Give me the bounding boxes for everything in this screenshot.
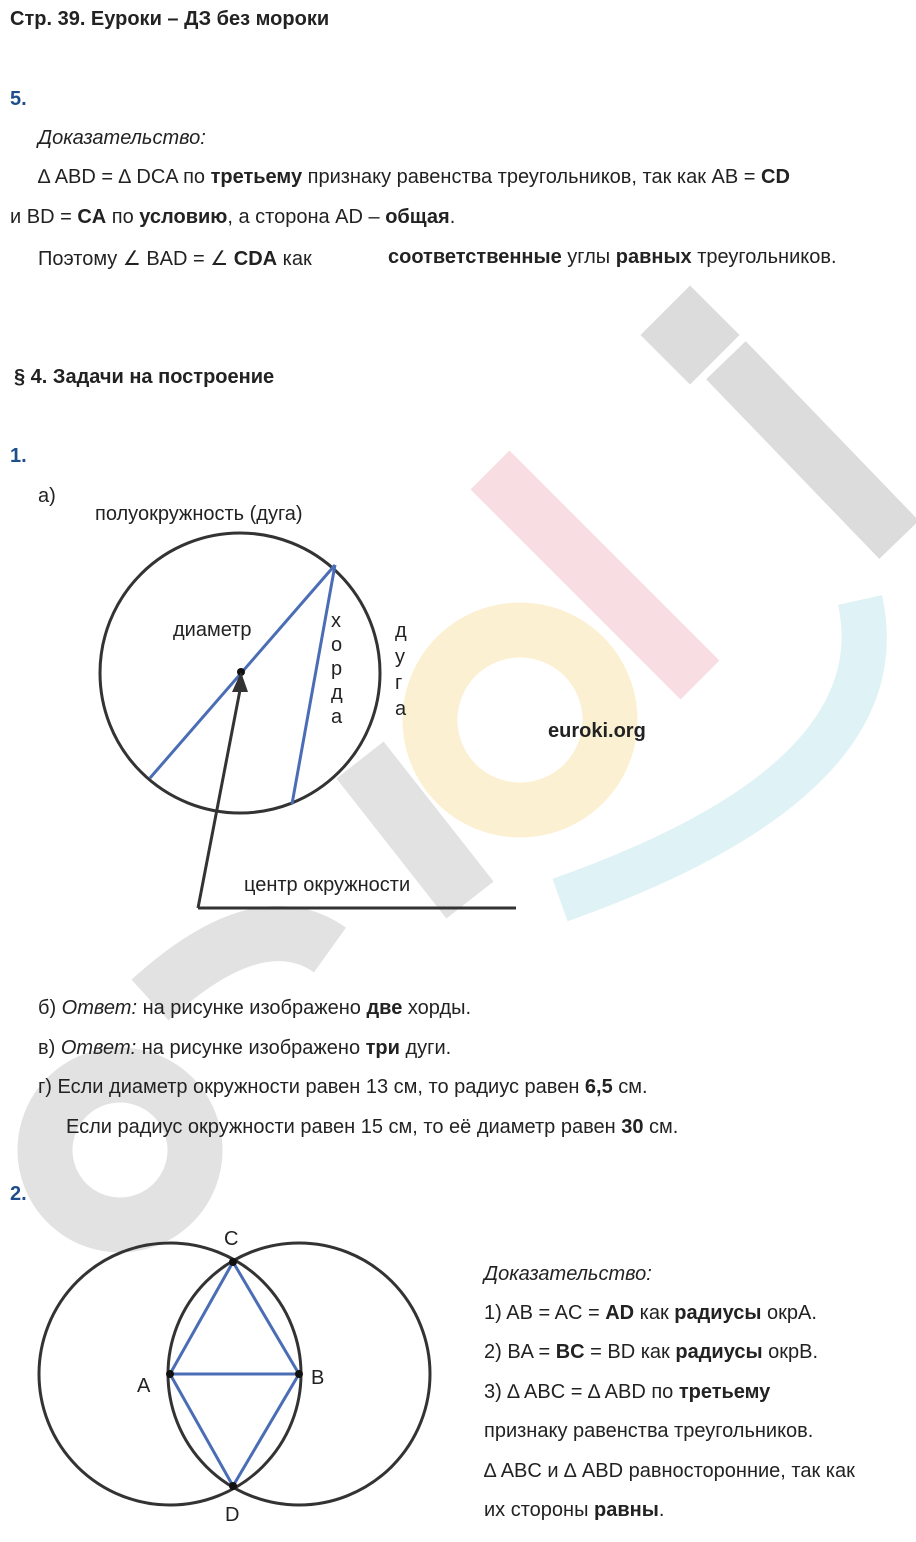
part-b-answer: б) Ответ: на рисунке изображено две хорды. [38,997,472,1019]
part-g-line1: г) Если диаметр окружности равен 13 см, то радиус равен 6,5 см. [38,1076,648,1098]
point-b-label: B [311,1367,325,1389]
task5-line1: ∆ ABD = ∆ DCA по третьему признаку равенства треугольников, так как AB = CD [38,166,790,188]
chord-label: х о р д а [331,610,343,728]
arc-label: д у г а [395,620,407,720]
task2-line5: ∆ ABC и ∆ ABD равносторонние, так как [484,1460,855,1482]
part-v-answer: в) Ответ: на рисунке изображено три дуги. [38,1037,452,1059]
diameter-label: диаметр [173,619,252,641]
task5-line2: и BD = CA по условию, а сторона AD – общая. [10,206,456,228]
task2-line6: их стороны равны. [484,1499,665,1521]
task5-line3b: соответственные углы равных треугольников. [388,246,837,268]
center-label: центр окружности [244,874,411,896]
point-d-label: D [225,1504,240,1526]
task2-line3: 3) ∆ ABC = ∆ ABD по третьему [484,1381,771,1403]
proof-label: Доказательство: [38,127,206,149]
task2-line4: признаку равенства треугольников. [484,1420,814,1442]
task5-line3a: Поэтому ∠ BAD = ∠ CDA как [38,248,312,270]
task2-line2: 2) BA = BC = BD как радиусы окрВ. [484,1341,818,1363]
part-g-line2: Если радиус окружности равен 15 см, то её диаметр равен 30 см. [66,1116,679,1138]
section-heading: § 4. Задачи на построение [14,366,275,388]
part-a-label: а) [38,485,56,507]
watermark-text: euroki.org [548,720,646,742]
task2-line1: 1) AB = AC = AD как радиусы окрА. [484,1302,817,1324]
point-a-label: A [137,1375,151,1397]
task-number-5: 5. [10,88,27,110]
task-number-1: 1. [10,445,27,467]
semicircle-label: полуокружность (дуга) [95,503,303,525]
task-number-2: 2. [10,1183,27,1205]
proof-label-2: Доказательство: [484,1263,652,1285]
point-c-label: C [224,1228,239,1250]
page-title: Стр. 39. Еуроки – ДЗ без мороки [10,8,330,30]
